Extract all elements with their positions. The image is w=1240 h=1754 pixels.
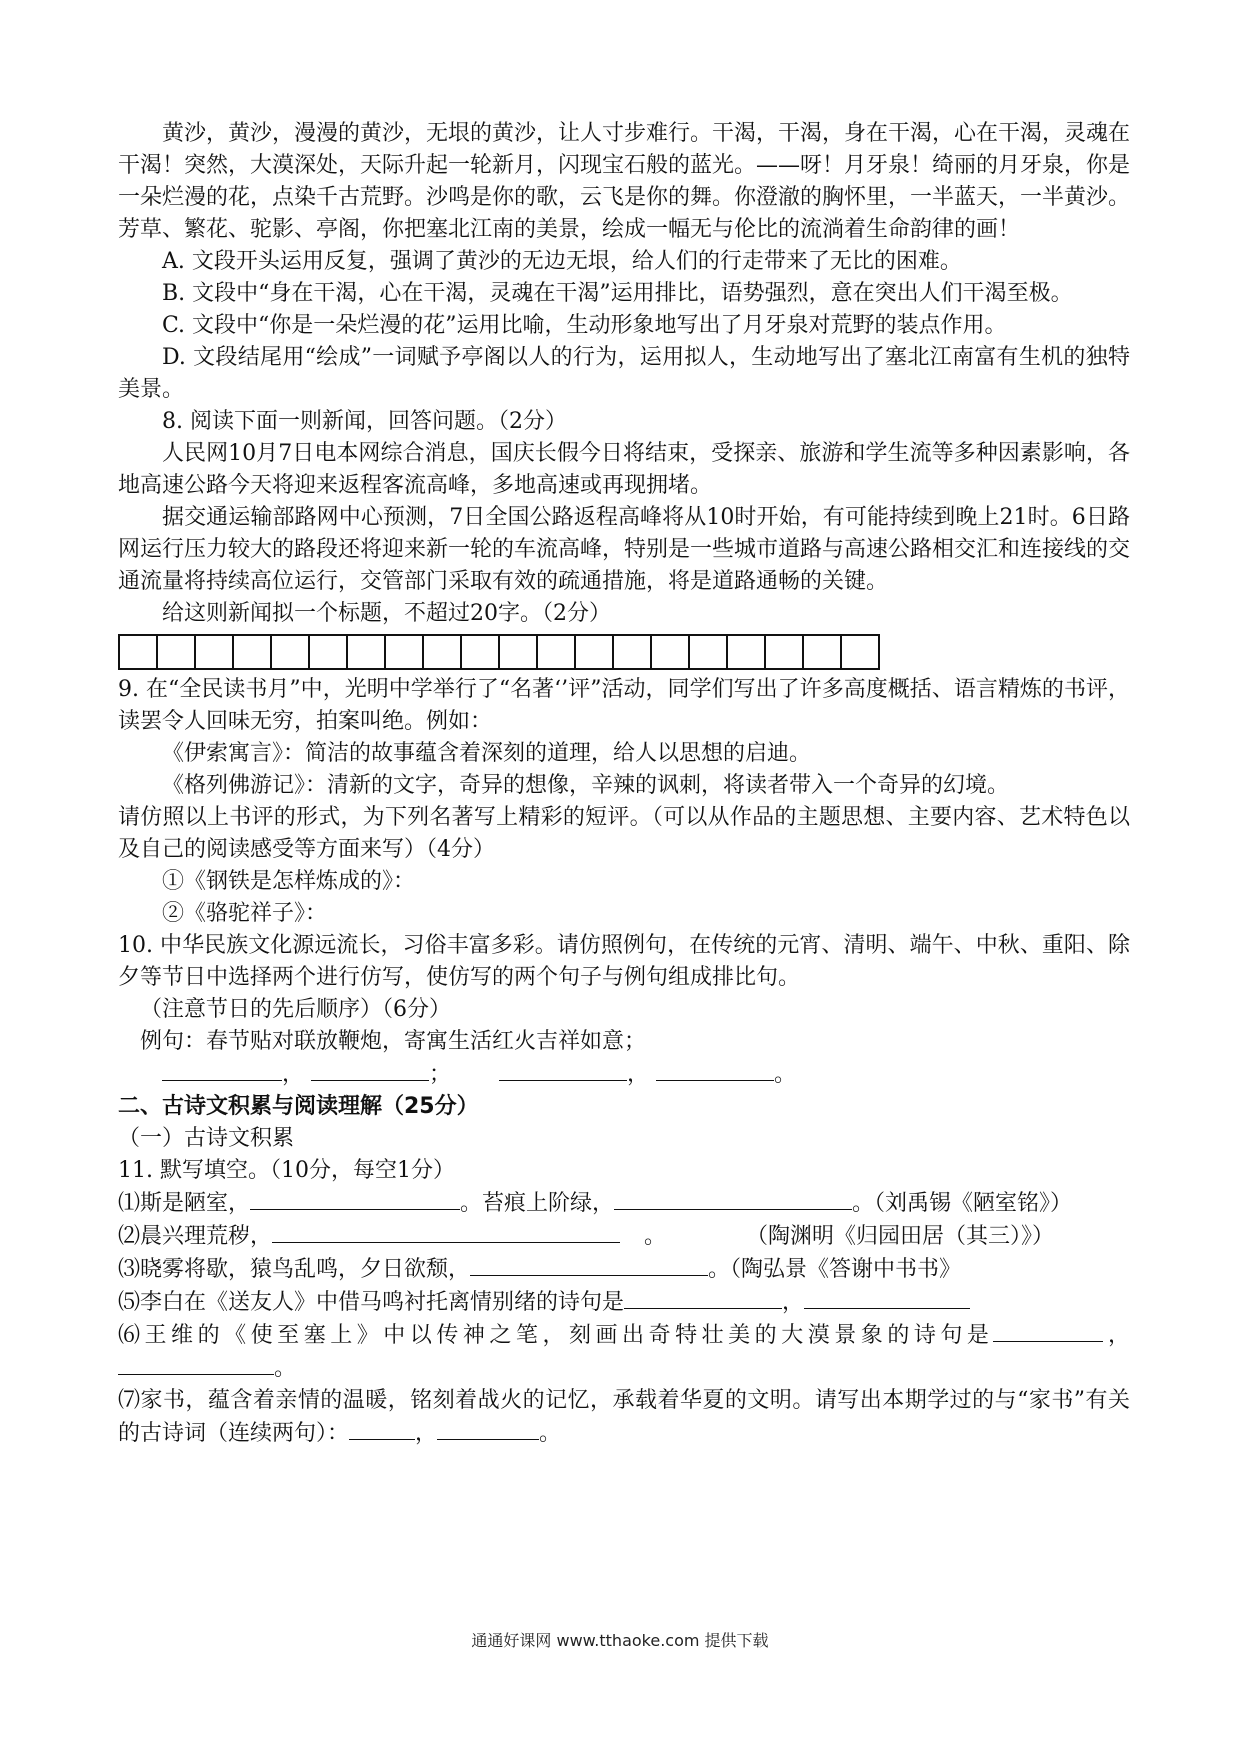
q11-blank-6[interactable] — [804, 1286, 970, 1309]
answer-grid-cell[interactable] — [726, 634, 766, 670]
answer-grid-cell[interactable] — [764, 634, 804, 670]
q11-blank-7[interactable] — [993, 1319, 1103, 1342]
q9-example-1: 《伊索寓言》：简洁的故事蕴含着深刻的道理，给人以思想的启迪。 — [162, 741, 812, 766]
q9-task: 请仿照以上书评的形式，为下列名著写上精彩的短评。（可以从作品的主题思想、主要内容、艺术特色以及自己的阅读感受等方面来写）（4分） — [118, 805, 1130, 862]
q11-title: 11. 默写填空。（10分，每空1分） — [118, 1158, 455, 1183]
q8-prompt: 给这则新闻拟一个标题，不超过20字。（2分） — [162, 601, 611, 626]
q11-blank-8[interactable] — [118, 1352, 274, 1375]
answer-grid-cell[interactable] — [840, 634, 880, 670]
q11-line-2: ⑵晨兴理荒秽， 。 （陶渊明《归园田居（其三）》） — [118, 1220, 1130, 1253]
q9-item-2: ②《骆驼祥子》： — [162, 901, 328, 926]
answer-grid-cell[interactable] — [308, 634, 348, 670]
answer-grid-cell[interactable] — [232, 634, 272, 670]
passage-text: 黄沙，黄沙，漫漫的黄沙，无垠的黄沙，让人寸步难行。干渴，干渴，身在干渴，心在干渴，灵魂在干渴！突然，大漠深处，天际升起一轮新月，闪现宝石般的蓝光。——呀！月牙泉！绮丽的月牙泉，你是一朵烂漫的花，点染千古荒野。沙鸣是你的歌，云飞是你的舞。你澄澈的胸怀里，一半蓝天，一半黄沙。芳草、繁花、驼影、亭阁，你把塞北江南的美景，绘成一幅无与伦比的流淌着生命韵律的画！ — [118, 121, 1131, 242]
answer-grid-cell[interactable] — [346, 634, 386, 670]
answer-grid-cell[interactable] — [118, 634, 158, 670]
q9-item-1: ①《钢铁是怎样炼成的》： — [162, 869, 416, 894]
section-2-heading: 二、古诗文积累与阅读理解（25分） — [118, 1094, 479, 1119]
answer-grid-cell[interactable] — [384, 634, 424, 670]
q8-news-para1: 人民网10月7日电本网综合消息，国庆长假今日将结束，受探亲、旅游和学生流等多种因素影响，各地高速公路今天将迎来返程客流高峰，多地高速或再现拥堵。 — [118, 441, 1130, 498]
q10-example: 例句：春节贴对联放鞭炮，寄寓生活红火吉祥如意； — [140, 1029, 647, 1054]
answer-grid-cell[interactable] — [194, 634, 234, 670]
q11-blank-4[interactable] — [470, 1253, 708, 1276]
answer-grid-cell[interactable] — [612, 634, 652, 670]
answer-grid-cell[interactable] — [574, 634, 614, 670]
q9-example-2: 《格列佛游记》：清新的文字，奇异的想像，辛辣的讽刺，将读者带入一个奇异的幻境。 — [162, 773, 1010, 798]
q10-note: （注意节日的先后顺序）（6分） — [140, 997, 451, 1022]
title-answer-grid[interactable] — [118, 634, 1130, 670]
answer-grid-cell[interactable] — [650, 634, 690, 670]
q7-option-d: D. 文段结尾用“绘成”一词赋予亭阁以人的行为，运用拟人，生动地写出了塞北江南富有生机的独特美景。 — [118, 345, 1130, 402]
q9-intro: 9. 在“全民读书月”中，光明中学举行了“名著‘’评”活动，同学们写出了许多高度概括、语言精炼的书评，读罢令人回味无穷，拍案叫绝。例如： — [118, 677, 1130, 734]
q10-blank-4[interactable] — [656, 1058, 774, 1081]
page-footer: 通通好课网 www.tthaoke.com 提供下载 — [471, 1631, 769, 1650]
answer-grid-cell[interactable] — [688, 634, 728, 670]
q10-blank-3[interactable] — [499, 1058, 627, 1081]
q7-option-c: C. 文段中“你是一朵烂漫的花”运用比喻，生动形象地写出了月牙泉对荒野的装点作用。 — [162, 313, 1007, 338]
answer-grid-cell[interactable] — [460, 634, 500, 670]
q11-blank-5[interactable] — [624, 1286, 782, 1309]
q11-blank-2[interactable] — [614, 1187, 852, 1210]
q11-line-6: ⑹王维的《使至塞上》中以传神之笔，刻画出奇特壮美的大漠景象的诗句是 ，。 — [118, 1319, 1130, 1385]
q11-line-7: ⑺家书，蕴含着亲情的温暖，铭刻着战火的记忆，承载着华夏的文明。请写出本期学过的与“家书”有关的古诗词（连续两句）： ， 。 — [118, 1388, 1130, 1446]
exam-page — [118, 118, 1130, 1450]
q11-blank-10[interactable] — [437, 1417, 539, 1440]
q11-line-5: ⑸李白在《送友人》中借马鸣衬托离情别绪的诗句是 ， — [118, 1286, 1130, 1319]
answer-grid-cell[interactable] — [498, 634, 538, 670]
q7-option-a: A. 文段开头运用反复，强调了黄沙的无边无垠，给人们的行走带来了无比的困难。 — [162, 249, 962, 274]
answer-grid-cell[interactable] — [156, 634, 196, 670]
q11-line-3: ⑶晓雾将歇，猿鸟乱鸣，夕日欲颓， 。（陶弘景《答谢中书书》 — [118, 1253, 1130, 1286]
q10-blank-1[interactable] — [162, 1058, 282, 1081]
q10-text: 10. 中华民族文化源远流长，习俗丰富多彩。请仿照例句，在传统的元宵、清明、端午、中秋、重阳、除夕等节日中选择两个进行仿写，使仿写的两个句子与例句组成排比句。 — [118, 933, 1130, 990]
answer-grid-cell[interactable] — [422, 634, 462, 670]
answer-grid-cell[interactable] — [536, 634, 576, 670]
q8-title: 8. 阅读下面一则新闻，回答问题。（2分） — [162, 409, 567, 434]
q10-blank-2[interactable] — [311, 1058, 429, 1081]
subsection-1-heading: （一）古诗文积累 — [118, 1126, 295, 1151]
q10-answer-line: ， ； ， 。 — [118, 1058, 1130, 1091]
q11-line-1: ⑴斯是陋室， 。苔痕上阶绿， 。（刘禹锡《陋室铭》） — [118, 1187, 1130, 1220]
answer-grid-cell[interactable] — [802, 634, 842, 670]
q8-news-para2: 据交通运输部路网中心预测，7日全国公路返程高峰将从10时开始，有可能持续到晚上21时。6日路网运行压力较大的路段还将迎来新一轮的车流高峰，特别是一些城市道路与高速公路相交汇和连接线的交通流量将持续高位运行，交管部门采取有效的疏通措施，将是道路通畅的关键。 — [118, 505, 1131, 594]
q11-blank-1[interactable] — [250, 1187, 460, 1210]
q11-blank-3[interactable] — [272, 1220, 620, 1243]
q11-blank-9[interactable] — [349, 1417, 415, 1440]
answer-grid-cell[interactable] — [270, 634, 310, 670]
q7-option-b: B. 文段中“身在干渴，心在干渴，灵魂在干渴”运用排比，语势强烈，意在突出人们干渴至极。 — [162, 281, 1073, 306]
